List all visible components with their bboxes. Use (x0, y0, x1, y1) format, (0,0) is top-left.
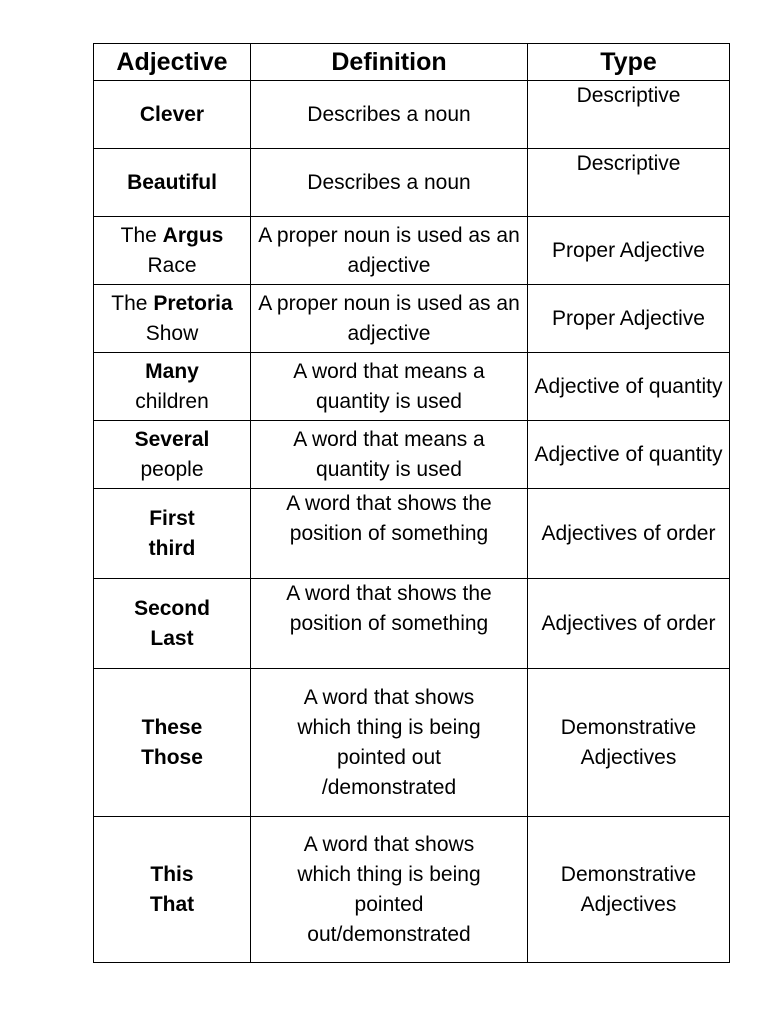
definition-line: which thing is being (297, 715, 481, 739)
definition-line: out/demonstrated (307, 922, 471, 946)
adjective-cell (94, 669, 251, 817)
adjective-cell (94, 489, 251, 579)
adjective-word-2: Last (150, 626, 194, 650)
definition-line: A word that shows (303, 685, 475, 709)
definition-cell (251, 669, 528, 817)
adjective-cell (94, 353, 251, 421)
definition-line: A word that shows (303, 832, 475, 856)
type-cell: Adjective of quantity (528, 353, 730, 421)
adjective-cell (94, 285, 251, 353)
adjective-cell (94, 421, 251, 489)
adjective-word: Many (145, 359, 199, 383)
header-adjective: Adjective (94, 44, 251, 81)
adjective-word-2: That (149, 892, 195, 916)
adjective-word-2: Those (141, 745, 203, 769)
definition-line: which thing is being (297, 862, 481, 886)
adjective-prefix: The (120, 223, 157, 247)
definition-cell: A proper noun is used as an adjective (251, 285, 528, 353)
table-row (94, 81, 730, 149)
adjective-suffix: Race (147, 253, 197, 277)
adjective-word: Pretoria (153, 291, 233, 315)
definition-cell: Describes a noun (251, 149, 528, 217)
type-cell: Adjectives of order (528, 489, 730, 579)
adjective-word-2: third (148, 536, 196, 560)
type-cell: Descriptive (528, 81, 730, 149)
definition-line: pointed (354, 892, 424, 916)
table-header-row (94, 44, 730, 81)
adjective-cell (94, 149, 251, 217)
definition-line: /demonstrated (321, 775, 457, 799)
type-cell: Proper Adjective (528, 217, 730, 285)
type-cell: Demonstrative Adjectives (528, 817, 730, 963)
definition-line: pointed out (337, 745, 441, 769)
type-cell: Adjective of quantity (528, 421, 730, 489)
adjective-word: Second (134, 596, 210, 620)
table-row (94, 353, 730, 421)
definition-cell: Describes a noun (251, 81, 528, 149)
adjective-word: This (150, 862, 194, 886)
type-cell: Demonstrative Adjectives (528, 669, 730, 817)
table-row (94, 669, 730, 817)
table-row (94, 489, 730, 579)
definition-cell: A word that shows the position of something (251, 489, 528, 579)
adjective-suffix: people (140, 457, 204, 481)
table-row (94, 421, 730, 489)
table-row (94, 817, 730, 963)
definition-cell (251, 817, 528, 963)
table-row (94, 285, 730, 353)
table-row (94, 149, 730, 217)
table-row (94, 217, 730, 285)
adjective-word: Beautiful (127, 170, 217, 194)
header-definition: Definition (251, 44, 528, 81)
type-cell: Proper Adjective (528, 285, 730, 353)
type-cell: Descriptive (528, 149, 730, 217)
adjective-cell (94, 217, 251, 285)
adjective-word: Clever (139, 102, 205, 126)
adjective-cell (94, 579, 251, 669)
adjective-word: These (141, 715, 203, 739)
adjective-suffix: Show (145, 321, 199, 345)
adjective-word: First (149, 506, 195, 530)
definition-cell: A word that shows the position of something (251, 579, 528, 669)
table-row (94, 579, 730, 669)
adjective-cell (94, 817, 251, 963)
adjective-word: Argus (162, 223, 224, 247)
adjective-prefix: The (111, 291, 148, 315)
definition-cell: A word that means a quantity is used (251, 421, 528, 489)
adjective-word: Several (134, 427, 210, 451)
header-type: Type (528, 44, 730, 81)
definition-cell: A word that means a quantity is used (251, 353, 528, 421)
adjective-suffix: children (135, 389, 209, 413)
adjective-cell (94, 81, 251, 149)
adjectives-table (93, 43, 730, 963)
definition-cell: A proper noun is used as an adjective (251, 217, 528, 285)
type-cell: Adjectives of order (528, 579, 730, 669)
